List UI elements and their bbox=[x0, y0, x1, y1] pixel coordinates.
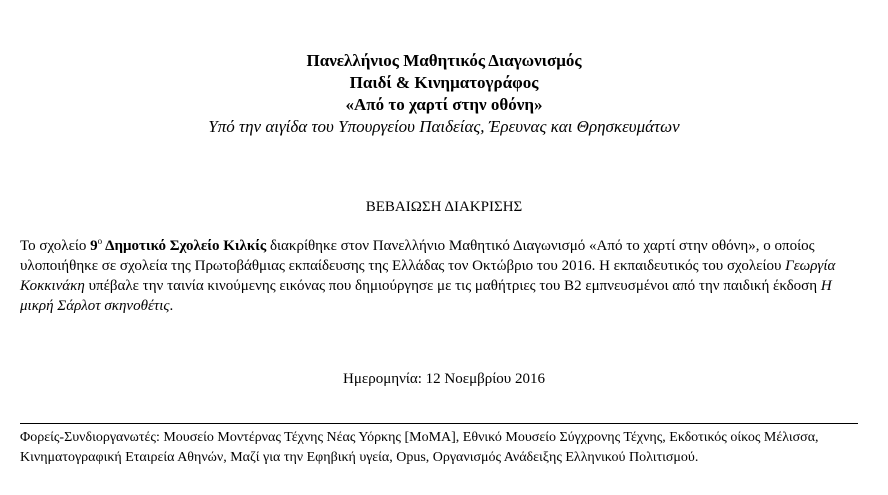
competition-name: Πανελλήνιος Μαθητικός Διαγωνισμός bbox=[306, 51, 582, 70]
body-text-part1: Το σχολείο bbox=[20, 238, 91, 254]
certificate-date: Ημερομηνία: 12 Νοεμβρίου 2016 bbox=[343, 371, 545, 387]
book-title: Η μικρή Σάρλοτ σκηνοθέτις bbox=[20, 278, 832, 314]
document-header bbox=[0, 50, 888, 138]
body-text-part3: υπέβαλε την ταινία κινούμενης εικόνας που δημιούργησε με τις μαθήτριες του Β2 εμπνευσμένοι από την παιδική έκδοση bbox=[84, 278, 821, 294]
competition-theme: Παιδί & Κινηματογράφος bbox=[349, 73, 539, 92]
footer-divider bbox=[20, 423, 858, 424]
school-number-superscript: ο bbox=[97, 236, 103, 246]
body-text-part4: . bbox=[169, 298, 174, 314]
competition-title: «Από το χαρτί στην οθόνη» bbox=[345, 95, 543, 114]
teacher-name: Γεωργία Κοκκινάκη bbox=[20, 258, 836, 294]
body-text-part2: διακρίθηκε στον Πανελλήνιο Μαθητικό Διαγωνισμό «Από το χαρτί στην οθόνη», ο οποίος υλοποιήθηκε σε σχολεία της Πρωτοβάθμιας εκπαίδευσης της Ελλάδας τον Οκτώβριο του 2016. Η εκπαιδευτικός του σχολείου bbox=[20, 238, 815, 274]
certificate-body bbox=[20, 236, 866, 316]
school-number: 9 bbox=[90, 238, 98, 254]
school-name: Δημοτικό Σχολείο Κιλκίς bbox=[102, 238, 267, 254]
certificate-title: ΒΕΒΑΙΩΣΗ ΔΙΑΚΡΙΣΗΣ bbox=[365, 199, 523, 215]
auspices-line: Υπό την αιγίδα του Υπουργείου Παιδείας, Έρευνας και Θρησκευμάτων bbox=[208, 117, 680, 136]
co-organizers-footer: Φορείς-Συνδιοργανωτές: Μουσείο Μοντέρνας Τέχνης Νέας Υόρκης [MoMA], Εθνικό Μουσείο Σύγχρονης Τέχνης, Εκδοτικός οίκος Μέλισσα, Κινηματογραφική Εταιρεία Αθηνών, Μαζί για την Εφηβική υγεία, Opus, Οργανισμός Ανάδειξης Ελληνικού Πολιτισμού. bbox=[20, 430, 819, 465]
